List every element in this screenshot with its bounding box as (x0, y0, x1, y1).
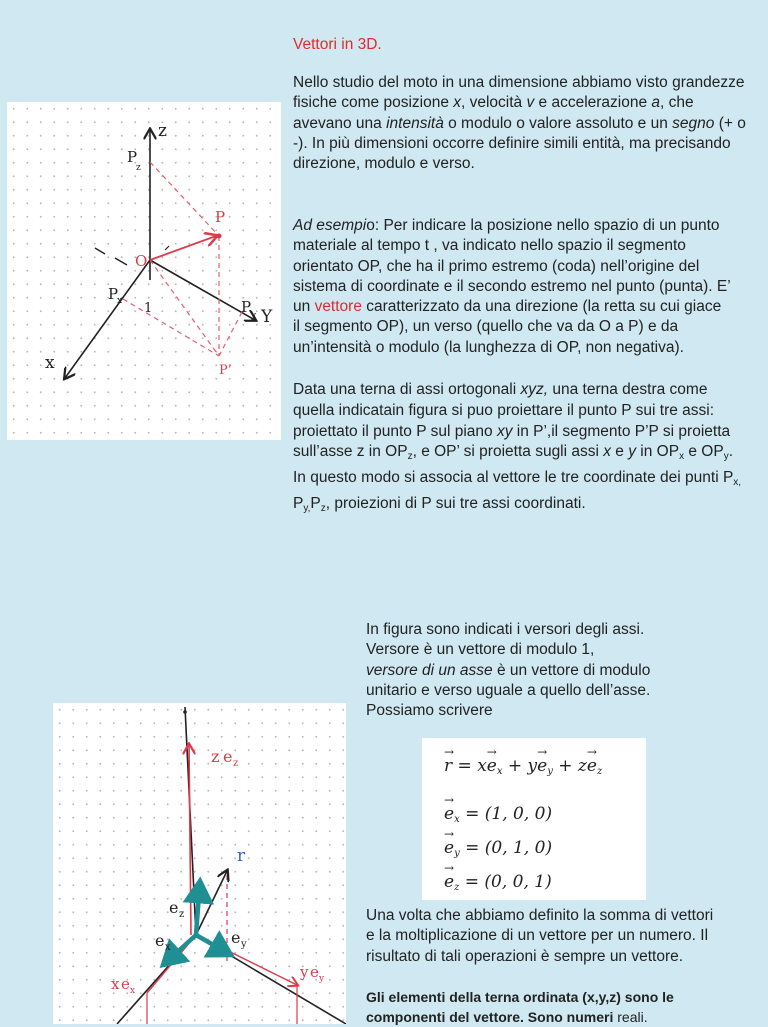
text-run: a (651, 94, 661, 112)
projection-line (150, 162, 219, 236)
text-run: , velocità (461, 94, 527, 112)
axis-tick (165, 246, 169, 250)
text-run: = (0, 0, 1) (459, 872, 552, 892)
text-run: → e (537, 756, 547, 776)
label-x: x (45, 353, 55, 373)
vector-op (150, 236, 216, 260)
text-run: z (596, 766, 603, 777)
label-yey-sub: y (319, 974, 325, 984)
figure-3d-vector-drawing (7, 102, 281, 440)
label-ey-sub: y (241, 939, 247, 950)
label-pprime: P’ (219, 363, 232, 378)
label-py: P (241, 298, 252, 316)
text-run: Data una terna di assi ortogonali (293, 381, 521, 398)
label-px: P (108, 285, 119, 303)
text-run: x (453, 94, 461, 112)
projection-line (150, 260, 219, 356)
paragraph-components (366, 987, 726, 1027)
text-run: → e (444, 838, 454, 858)
section-title: Vettori in 3D. (293, 36, 382, 53)
label-zez-e: e (223, 747, 233, 766)
text-run: xy (496, 422, 513, 440)
text-run: = (1, 0, 0) (459, 804, 553, 824)
text-run: y (723, 451, 729, 463)
paragraph-motion-intro (293, 73, 751, 174)
axis-dash (95, 248, 105, 254)
text-run: z (407, 451, 413, 463)
vector-r (196, 871, 227, 935)
text-run: intensità (386, 114, 444, 132)
z-axis-tip (183, 710, 187, 714)
equation-r (444, 756, 602, 777)
paragraph-vector-ops (366, 906, 721, 967)
text-run: z (320, 502, 326, 514)
text-run: v (526, 94, 535, 112)
text-run: P (293, 494, 304, 512)
projection-line (123, 299, 219, 356)
label-px-sub: x (117, 296, 123, 306)
text-run: x (603, 443, 611, 461)
text-run: . In questo modo si associa al vettore le tre coordinate dei punti P (293, 443, 734, 487)
text-run: x (496, 766, 503, 777)
x-axis (65, 260, 153, 378)
text-run: o (366, 217, 375, 234)
label-ez: e (169, 898, 179, 917)
figure-3d-vector (7, 102, 281, 440)
label-xex-sub: x (130, 986, 136, 996)
text-run: → e (587, 756, 597, 776)
text-run: caratterizzato da una direzione (la retta su cui giace il segmento OP), un verso (quello che va da O a P) e da un’intensità o modulo (la lunghezza di OP, non negativa). (293, 298, 722, 356)
text-run: x (679, 451, 685, 463)
text-run: o modulo o valore assoluto e un (443, 114, 673, 132)
label-y: Y (261, 307, 273, 327)
text-run: Gli elementi della terna ordinata (x,y,z) sono le componenti del vettore. Sono numeri (366, 989, 674, 1025)
text-run: una terna destra come quella indicatain figura si puo proiettare il punto P sui tre assi: proiettato il punto P sul piano (293, 381, 715, 440)
text-run: Nello studio del moto in una dimensione abbiamo visto grandezze fisiche come posizione (293, 74, 745, 112)
text-run: in OP (635, 443, 680, 461)
text-run: → e (444, 804, 454, 824)
text-line: In figura sono indicati i versori degli assi. (366, 621, 645, 638)
z-component (189, 745, 191, 935)
unit-vector-ey (196, 935, 231, 955)
label-z: z (158, 121, 167, 141)
text-line: Versore è un vettore di modulo 1, (366, 641, 595, 659)
label-xex-e: e (121, 975, 130, 993)
text-run: , che avevano una (293, 94, 694, 132)
figure-versors-drawing (53, 703, 346, 1024)
label-py-sub: y (251, 311, 257, 321)
label-zez-sub: z (233, 758, 239, 769)
text-run: : Per indicare la posizione nello spazio di un punto materiale al tempo t , va indicato nello spazio il segmento orientato OP, che ha il primo estremo (coda) nell’origine del sistema di coordinate e il secondo estremo nel punto (punta). E’ un (293, 217, 731, 316)
text-run: versore di un asse (366, 661, 493, 679)
label-xex: x (111, 975, 120, 993)
text-run: , e OP’ si proietta sugli assi (412, 443, 604, 461)
text-run: segno (672, 114, 715, 132)
paragraph-example (293, 216, 731, 358)
point-p (217, 234, 222, 239)
text-run: = x (452, 756, 487, 776)
equation-ez (444, 872, 552, 893)
equations-box (422, 738, 646, 900)
axis-dash (115, 258, 127, 265)
label-r: r (237, 846, 246, 866)
figure-versors (53, 703, 346, 1024)
label-ex-sub: x (165, 942, 171, 953)
text-run: y (547, 766, 553, 777)
text-run: in P’,il segmento P’P si proietta sull’asse z in OP (293, 422, 731, 461)
label-ez-sub: z (179, 909, 185, 920)
text-run: xyz, (520, 381, 549, 398)
label-yey-e: e (310, 963, 319, 981)
text-line (366, 661, 696, 722)
text-run: + z (552, 756, 587, 776)
text-run: + y (502, 756, 538, 776)
text-run: , proiezioni di P sui tre assi coordinati. (325, 494, 586, 512)
label-ex: e (155, 931, 165, 950)
label-o: O (135, 252, 148, 270)
text-run: → e (444, 872, 454, 892)
label-ey: e (231, 928, 241, 947)
text-run: e (611, 443, 629, 461)
text-run: y (454, 848, 460, 859)
label-pz: P (127, 148, 138, 166)
paragraph-versors (366, 620, 716, 721)
paragraph-projection (293, 380, 745, 520)
text-run: → e (487, 756, 497, 776)
text-run: P (310, 494, 321, 512)
text-run: è un vettore di modulo unitario e verso uguale a quello dell’asse. Possiamo scrivere (366, 661, 651, 720)
label-pz-sub: z (136, 163, 141, 173)
equation-ey (444, 838, 552, 859)
text-run: e accelerazione (534, 94, 652, 112)
text-run: x, (733, 477, 742, 489)
y-axis (150, 260, 255, 320)
label-one: 1 (144, 301, 153, 316)
equation-ex (444, 804, 552, 825)
text-run: y, (303, 502, 311, 514)
text-run: (+ o -). In più dimensioni occorre definire simili entità, ma precisando direzione, modulo e verso. (293, 114, 746, 173)
text-run: → r (444, 756, 452, 776)
text-run: Una volta che abbiamo definito la somma di vettori e la moltiplicazione di un vettore per un numero. Il risultato di tali operazioni è sempre un vettore. (366, 907, 714, 965)
text-run: z (454, 882, 460, 893)
text-run: vettore (314, 298, 362, 316)
label-zez: z (211, 747, 220, 766)
text-run: = (0, 1, 0) (459, 838, 553, 858)
label-p: P (215, 208, 226, 226)
text-run: x (454, 814, 460, 825)
text-run: reali. (613, 1009, 648, 1025)
text-run: y (628, 443, 636, 461)
projection-line (219, 312, 242, 356)
label-yey: y (300, 963, 309, 981)
text-run: Ad esempi (293, 217, 367, 234)
text-run: e OP (684, 443, 724, 461)
